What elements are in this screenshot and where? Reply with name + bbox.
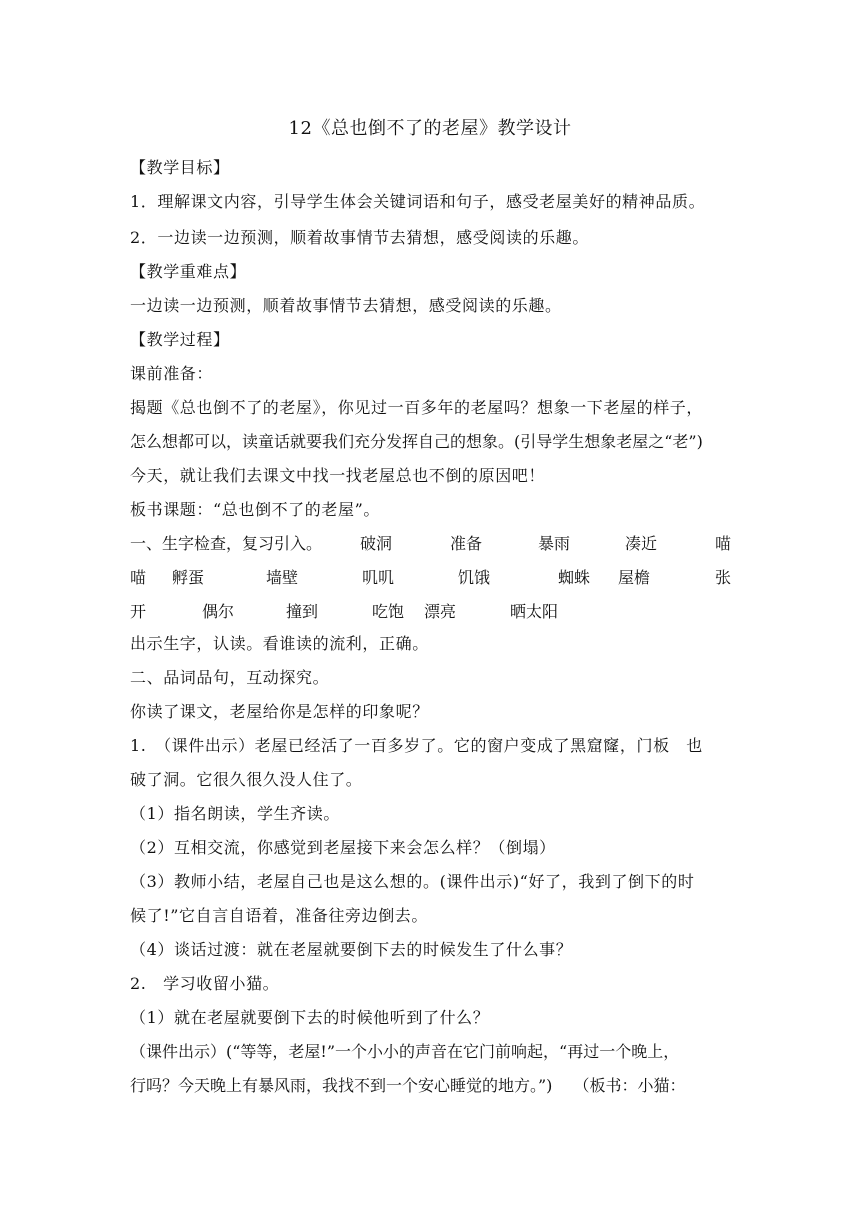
vocab-word: 墙壁 bbox=[266, 568, 299, 587]
vocab-word: 准备 bbox=[450, 534, 483, 553]
vocab-word: 叽叽 bbox=[362, 568, 395, 587]
item-1-line-1: 1. （课件出示）老屋已经活了一百多岁了。它的窗户变成了黑窟窿，门板 也 bbox=[130, 736, 703, 755]
vocab-word: 孵蛋 bbox=[172, 568, 205, 587]
vocab-word: 喵 bbox=[715, 534, 732, 553]
item-1-line-2: 破了洞。它很久很久没人住了。 bbox=[130, 770, 363, 789]
vocab-word: 喵 bbox=[130, 568, 147, 587]
board-title: 板书课题：“总也倒不了的老屋”。 bbox=[130, 500, 380, 519]
item-2-sub-1: （1）就在老屋就要倒下去的时候他听到了什么？ bbox=[130, 1008, 490, 1027]
key-points-heading: 【教学重难点】 bbox=[130, 262, 247, 281]
intro-line-3: 今天，就让我们去课文中找一找老屋总也不倒的原因吧！ bbox=[130, 466, 546, 485]
vocab-row-3 bbox=[130, 599, 740, 623]
section-2-label: 二、品词品句，互动探究。 bbox=[130, 668, 330, 687]
vocab-word: 张 bbox=[715, 568, 732, 587]
vocab-word: 蜘蛛 bbox=[558, 568, 591, 587]
vocab-row-1 bbox=[130, 531, 740, 555]
vocab-word: 饥饿 bbox=[458, 568, 491, 587]
document-title: 12《总也倒不了的老屋》教学设计 bbox=[288, 118, 572, 139]
item-2-quote-line-2: 行吗？今天晚上有暴风雨，我找不到一个安心睡觉的地方。”) （板书：小猫： bbox=[130, 1076, 686, 1095]
vocab-word: 破洞 bbox=[360, 534, 393, 553]
vocab-word: 暴雨 bbox=[538, 534, 571, 553]
prep-label: 课前准备： bbox=[130, 364, 214, 383]
sub-item-1: （1）指名朗读，学生齐读。 bbox=[130, 804, 340, 823]
intro-line-2: 怎么想都可以，读童话就要我们充分发挥自己的想象。(引导学生想象老屋之“老”) bbox=[130, 432, 703, 451]
vocab-word: 晒太阳 bbox=[510, 602, 559, 621]
vocab-word: 漂亮 bbox=[424, 602, 457, 621]
vocab-word: 屋檐 bbox=[618, 568, 651, 587]
vocab-word: 撞到 bbox=[286, 602, 319, 621]
key-points-text: 一边读一边预测，顺着故事情节去猜想，感受阅读的乐趣。 bbox=[130, 296, 562, 315]
sub-item-3-line-1: （3）教师小结，老屋自己也是这么想的。(课件出示)“好了，我到了倒下的时 bbox=[130, 872, 695, 891]
show-chars: 出示生字，认读。看谁读的流利，正确。 bbox=[130, 634, 429, 653]
item-2: 2. 学习收留小猫。 bbox=[130, 974, 280, 993]
vocab-word: 吃饱 bbox=[372, 602, 405, 621]
vocab-word: 偶尔 bbox=[202, 602, 235, 621]
goal-2: 2．一边读一边预测，顺着故事情节去猜想，感受阅读的乐趣。 bbox=[130, 228, 589, 247]
section-1-label: 一、生字检查，复习引入。 bbox=[130, 534, 323, 553]
intro-line-1: 揭题《总也倒不了的老屋》，你见过一百多年的老屋吗？想象一下老屋的样子， bbox=[130, 398, 704, 417]
question-1: 你读了课文，老屋给你是怎样的印象呢？ bbox=[130, 702, 429, 721]
item-2-quote-line-1: （课件出示）(“等等，老屋!”一个小小的声音在它门前响起，“再过一个晚上， bbox=[130, 1042, 680, 1061]
vocab-row-2 bbox=[130, 565, 740, 589]
process-heading: 【教学过程】 bbox=[130, 330, 230, 349]
sub-item-4: （4）谈话过渡：就在老屋就要倒下去的时候发生了什么事？ bbox=[130, 940, 573, 959]
sub-item-3-line-2: 候了!”它自言自语着，准备往旁边倒去。 bbox=[130, 906, 429, 925]
vocab-word: 凑近 bbox=[625, 534, 658, 553]
goals-heading: 【教学目标】 bbox=[130, 158, 230, 177]
goal-1: 1．理解课文内容，引导学生体会关键词语和句子，感受老屋美好的精神品质。 bbox=[130, 192, 706, 211]
vocab-word: 开 bbox=[130, 602, 147, 621]
sub-item-2: （2）互相交流，你感觉到老屋接下来会怎么样？（倒塌） bbox=[130, 838, 556, 857]
